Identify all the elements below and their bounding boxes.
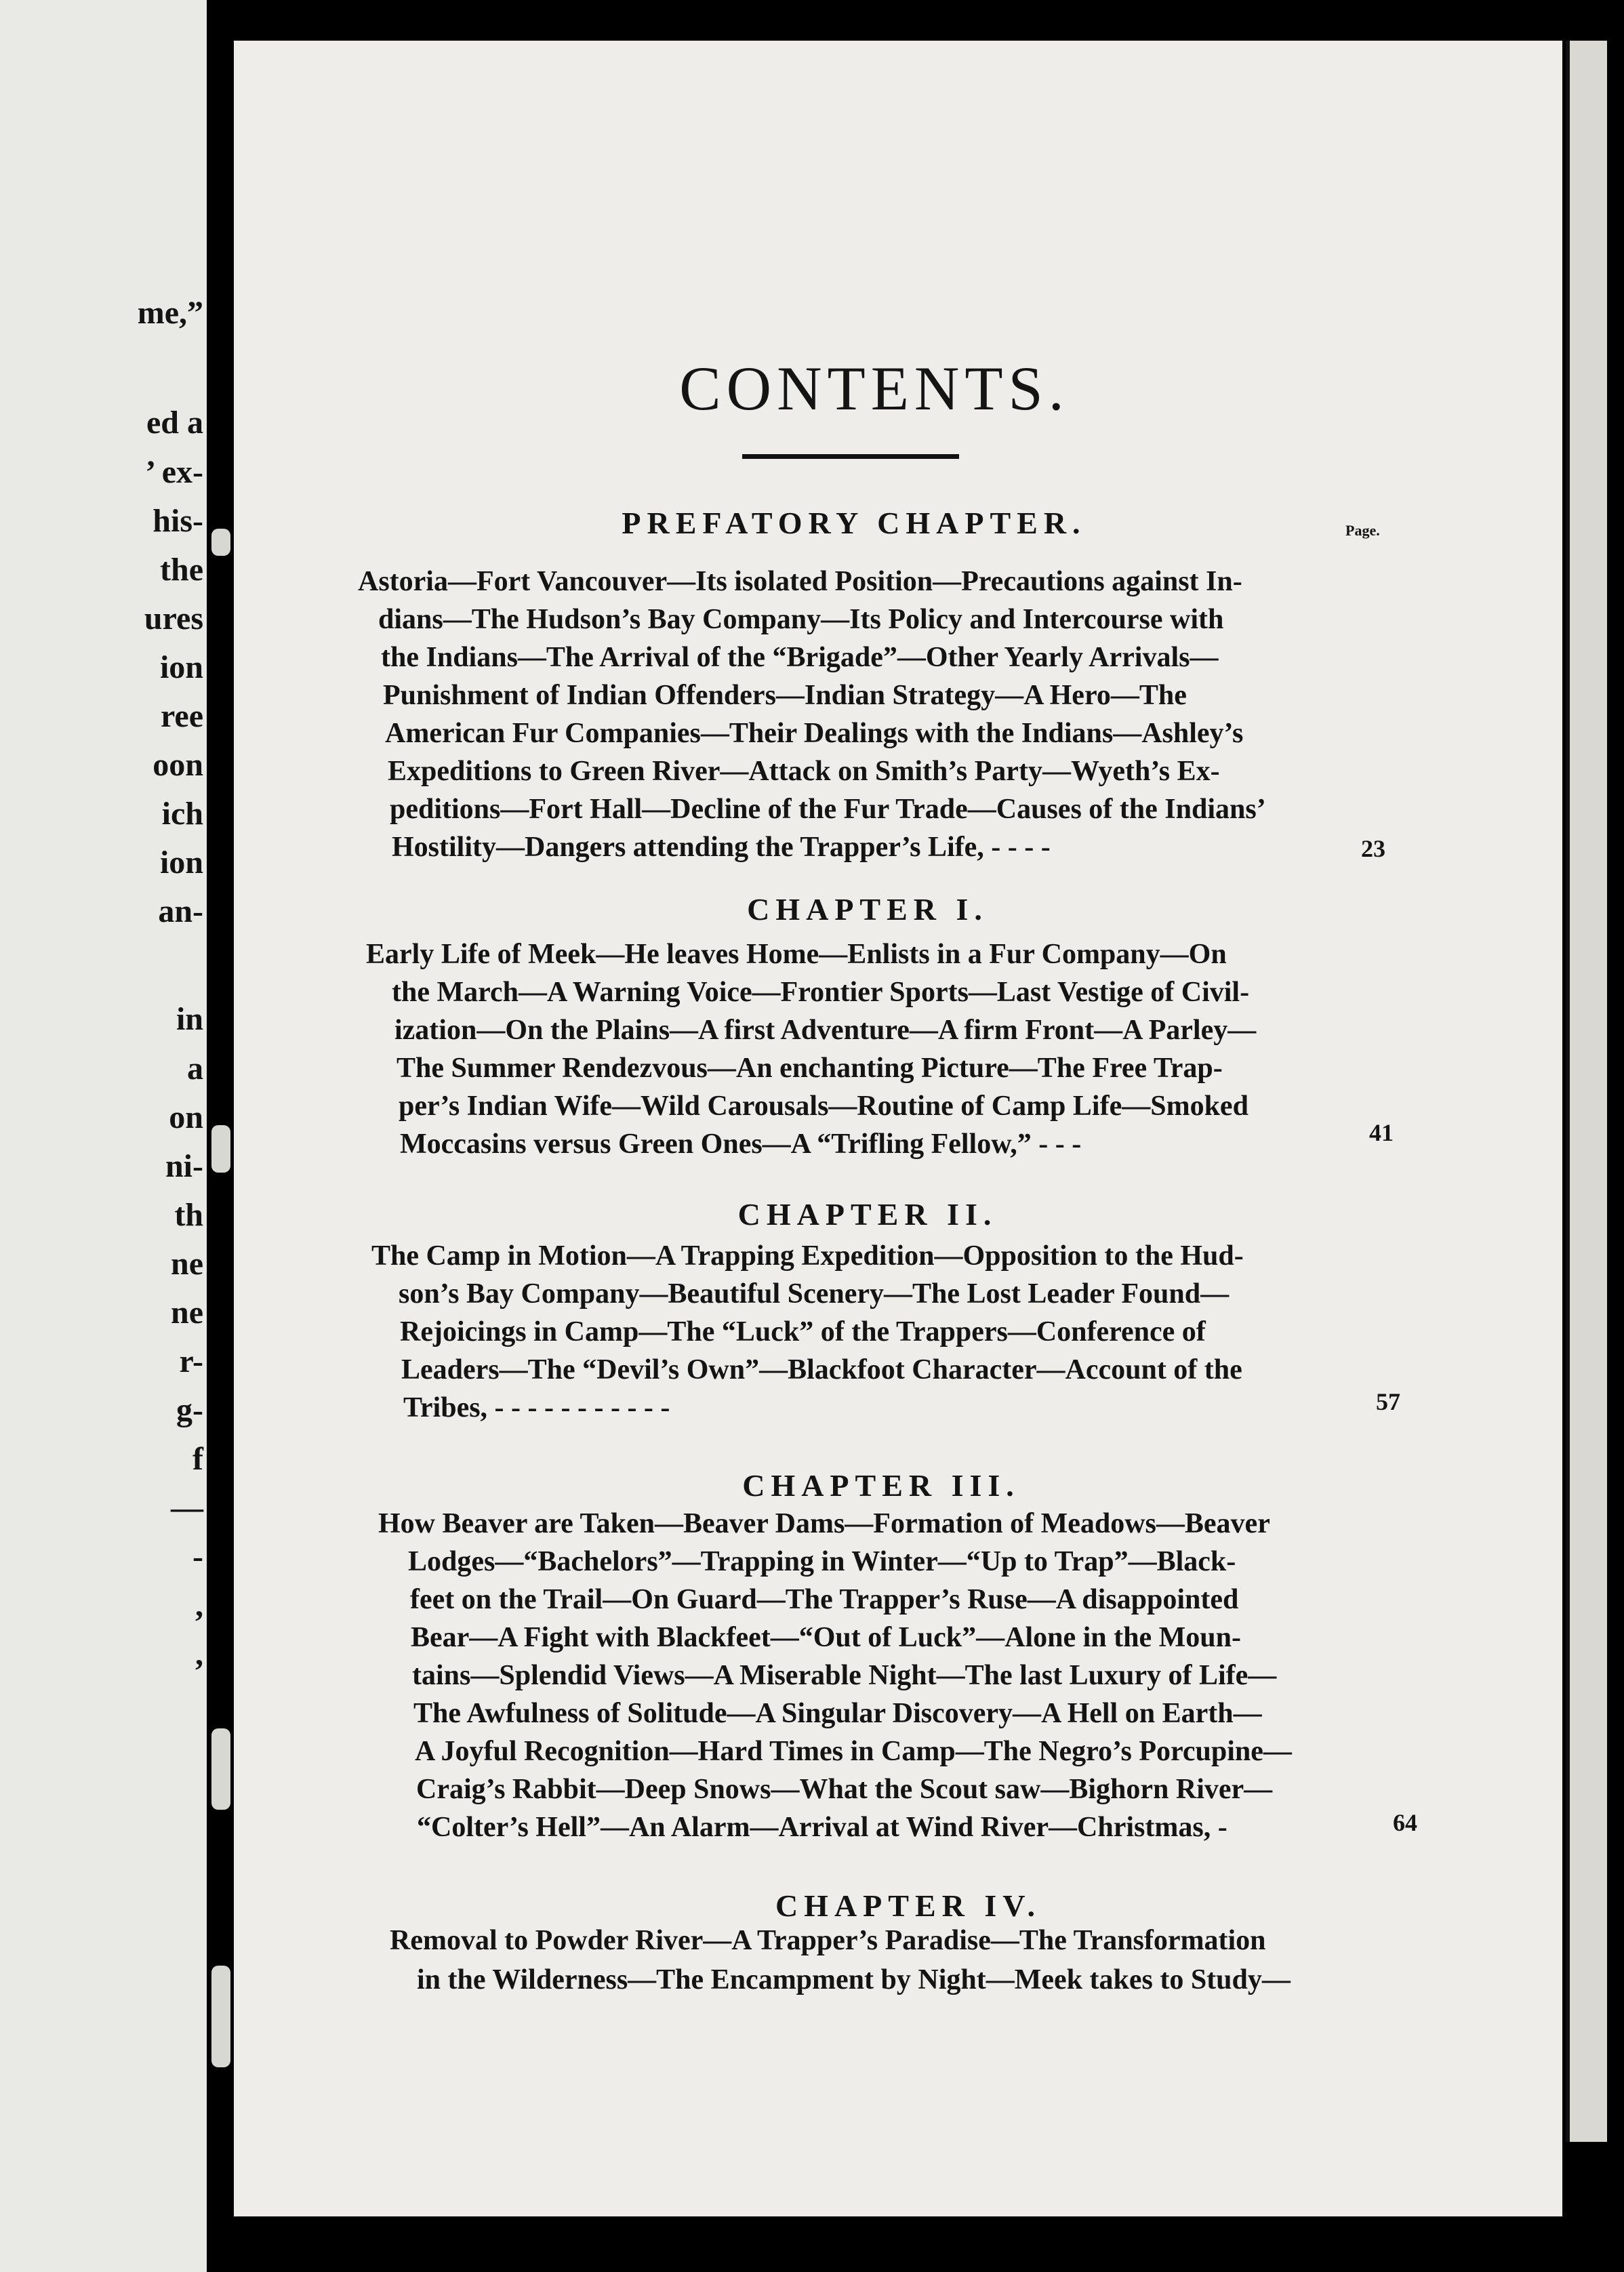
entry-line: dians—The Hudson’s Bay Company—Its Policy and Intercourse with <box>378 604 1224 635</box>
left-text-line: ’ ex- <box>145 454 203 490</box>
entry-line: the Indians—The Arrival of the “Brigade”—Other Yearly Arrivals— <box>381 642 1219 673</box>
entry-line: Removal to Powder River—A Trapper’s Paradise—The Transformation <box>390 1925 1266 1956</box>
title-rule <box>742 454 959 459</box>
entry-line: the March—A Warning Voice—Frontier Sports—Last Vestige of Civil- <box>392 977 1250 1008</box>
left-text-line: his- <box>153 503 203 539</box>
entry-line: tains—Splendid Views—A Miserable Night—The last Luxury of Life— <box>412 1660 1277 1691</box>
page-number: 41 <box>1369 1119 1394 1146</box>
entry-line: The Summer Rendezvous—An enchanting Picture—The Free Trap- <box>397 1053 1223 1084</box>
entry-line: Bear—A Fight with Blackfeet—“Out of Luck”—Alone in the Moun- <box>411 1622 1241 1653</box>
entry-line: son’s Bay Company—Beautiful Scenery—The Lost Leader Found— <box>399 1278 1230 1310</box>
left-text-line: f <box>192 1441 203 1477</box>
left-text-line: ion <box>159 649 203 685</box>
entry-line: in the Wilderness—The Encampment by Night—Meek takes to Study— <box>417 1964 1291 1995</box>
page-title: CONTENTS. <box>679 354 1070 423</box>
page-number: 57 <box>1376 1388 1400 1415</box>
left-text-line: an- <box>158 893 203 929</box>
entry-line: Rejoicings in Camp—The “Luck” of the Trappers—Conference of <box>400 1316 1206 1347</box>
left-text-line: th <box>174 1197 203 1233</box>
entry-line: Tribes, - - - - - - - - - - - <box>403 1392 670 1423</box>
left-text-line: ne <box>171 1295 203 1331</box>
entry-line: The Camp in Motion—A Trapping Expedition—Opposition to the Hud- <box>371 1240 1244 1272</box>
entry-line: Craig’s Rabbit—Deep Snows—What the Scout saw—Bighorn River— <box>416 1774 1273 1805</box>
left-text-line: the <box>160 552 203 588</box>
entry-line: A Joyful Recognition—Hard Times in Camp—The Negro’s Porcupine— <box>415 1736 1292 1767</box>
left-text-line: — <box>171 1490 203 1526</box>
entry-line: Punishment of Indian Offenders—Indian Strategy—A Hero—The <box>383 680 1187 711</box>
entry-line: How Beaver are Taken—Beaver Dams—Formation of Meadows—Beaver <box>378 1508 1270 1539</box>
left-text-line: ion <box>159 845 203 880</box>
left-text-line: ne <box>171 1246 203 1282</box>
entry-line: feet on the Trail—On Guard—The Trapper’s Ruse—A disappointed <box>410 1584 1239 1615</box>
chapter-heading: PREFATORY CHAPTER. <box>622 506 1087 540</box>
binding-stitch <box>211 1728 230 1810</box>
left-text-line: me,” <box>137 295 203 331</box>
entry-line: Moccasins versus Green Ones—A “Trifling Fellow,” - - - <box>400 1129 1082 1160</box>
entry-line: per’s Indian Wife—Wild Carousals—Routine of Camp Life—Smoked <box>399 1091 1249 1122</box>
left-text-line: in <box>176 1001 203 1037</box>
entry-line: Expeditions to Green River—Attack on Smith’s Party—Wyeth’s Ex- <box>388 756 1220 787</box>
left-text-line: ich <box>161 796 203 832</box>
binding-stitch <box>211 1966 230 2067</box>
left-text-line: , <box>195 1636 203 1672</box>
entry-line: Leaders—The “Devil’s Own”—Blackfoot Character—Account of the <box>401 1354 1242 1385</box>
chapter-heading: CHAPTER II. <box>737 1197 998 1232</box>
entry-line: American Fur Companies—Their Dealings with the Indians—Ashley’s <box>385 718 1244 749</box>
entry-line: Lodges—“Bachelors”—Trapping in Winter—“Up to Trap”—Black- <box>408 1546 1236 1577</box>
chapter-heading: CHAPTER I. <box>747 892 988 927</box>
left-text-line: oon <box>153 747 203 783</box>
binding-stitch <box>211 529 230 556</box>
page-column-label: Page. <box>1345 522 1380 539</box>
chapter-heading: CHAPTER III. <box>742 1468 1020 1503</box>
left-text-line: a <box>187 1051 203 1087</box>
entry-line: The Awfulness of Solitude—A Singular Discovery—A Hell on Earth— <box>413 1698 1262 1729</box>
entry-line: ization—On the Plains—A first Adventure—A firm Front—A Parley— <box>394 1015 1257 1046</box>
left-text-line: ni- <box>165 1148 203 1184</box>
page-edge <box>1566 41 1607 2142</box>
page-number: 64 <box>1393 1809 1417 1836</box>
entry-line: Early Life of Meek—He leaves Home—Enlists in a Fur Company—On <box>366 939 1227 970</box>
entry-line: Astoria—Fort Vancouver—Its isolated Position—Precautions against In- <box>358 566 1242 597</box>
entry-line: peditions—Fort Hall—Decline of the Fur Trade—Causes of the Indians’ <box>390 794 1266 825</box>
left-text-line: , <box>195 1587 203 1623</box>
left-page-fragment <box>0 0 207 2272</box>
left-text-line: ures <box>144 601 203 636</box>
entry-line: Hostility—Dangers attending the Trapper’s Life, - - - - <box>392 832 1051 863</box>
page-number: 23 <box>1361 835 1385 862</box>
left-text-line: ree <box>160 698 203 734</box>
left-text-line: r- <box>179 1343 203 1379</box>
chapter-heading: CHAPTER IV. <box>775 1888 1042 1923</box>
binding-stitch <box>211 1125 230 1173</box>
entry-line: “Colter’s Hell”—An Alarm—Arrival at Wind River—Christmas, - <box>417 1812 1227 1843</box>
left-text-line: g- <box>176 1392 203 1428</box>
left-text-line: on <box>169 1099 203 1135</box>
left-text-line: - <box>192 1539 203 1575</box>
left-text-line: ed a <box>146 405 203 441</box>
